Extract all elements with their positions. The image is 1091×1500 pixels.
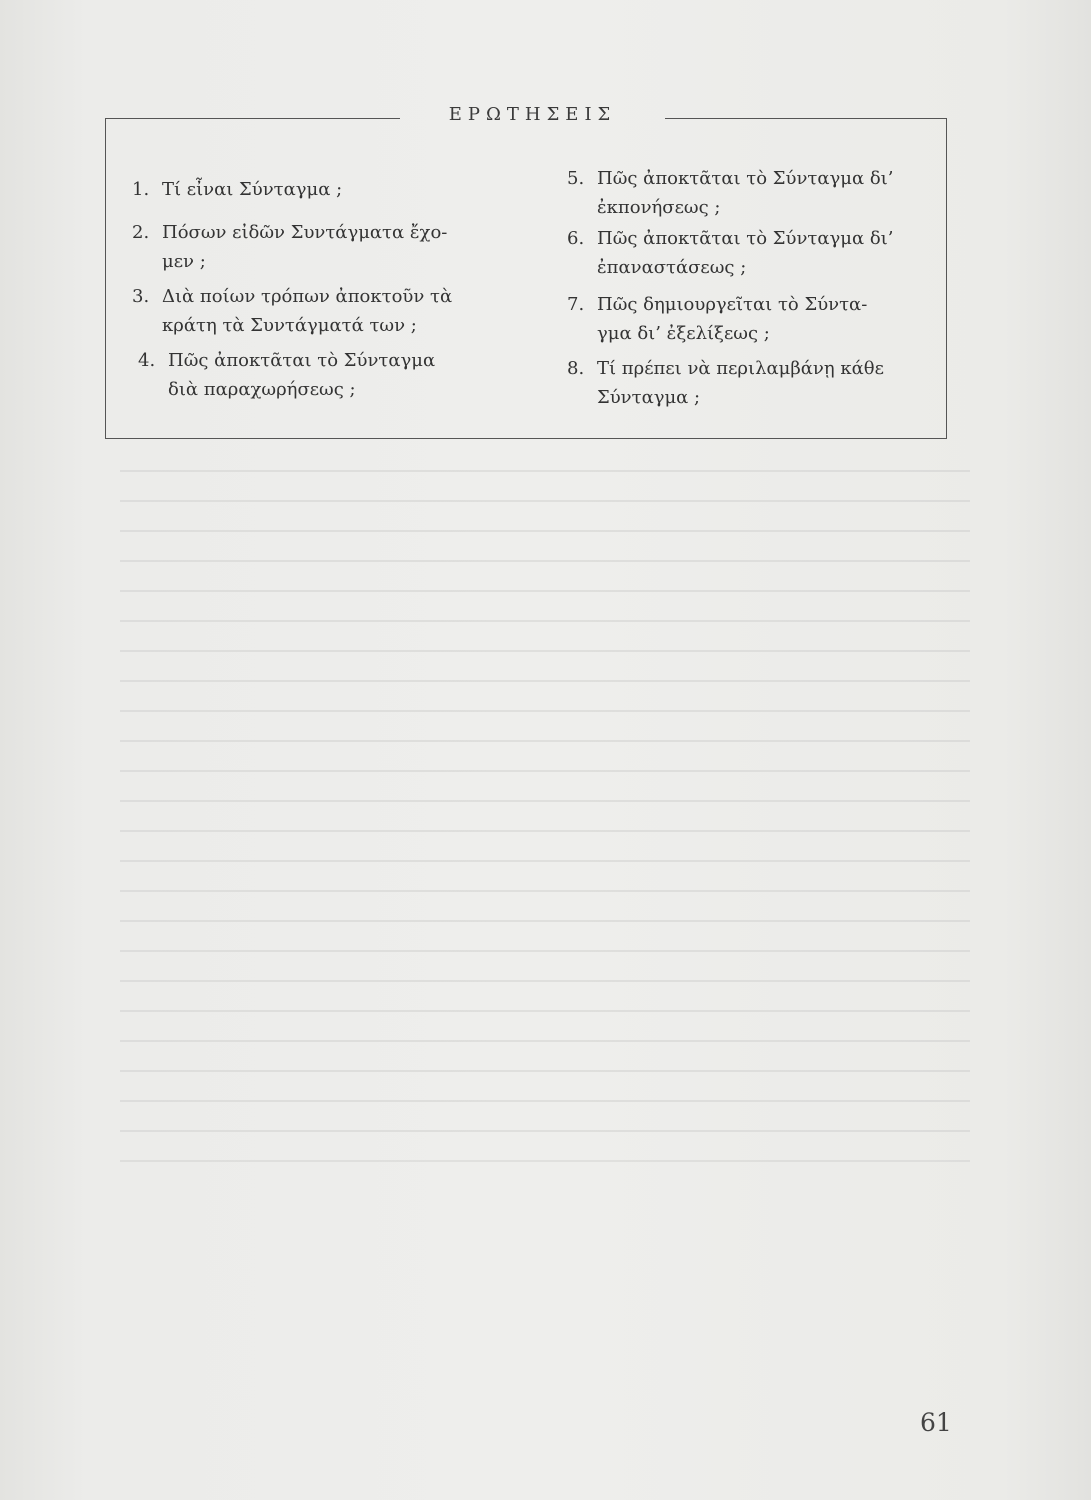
question-number: 5. [567,168,585,189]
question-item [567,164,937,222]
title-rule-right [665,118,946,119]
page-number: 61 [920,1408,952,1437]
question-number: 2. [132,222,150,243]
question-item [132,218,502,276]
question-number: 3. [132,286,150,307]
reverse-page-bleed [120,470,970,1370]
question-text: Τί εἶναι Σύνταγμα ; [162,179,343,200]
question-text: Πόσων εἰδῶν Συντάγματα ἔχο- μεν ; [162,222,448,272]
question-text: Πῶς ἀποκτᾶται τὸ Σύνταγμα δι’ ἐπαναστάσεως ; [597,228,894,278]
question-item [567,354,937,412]
question-text: Πῶς ἀποκτᾶται τὸ Σύνταγμα διὰ παραχωρήσεως ; [168,350,436,400]
question-text: Τί πρέπει νὰ περιλαμβάνῃ κάθε Σύνταγμα ; [597,358,884,408]
questions-right-column [567,164,937,412]
question-item [567,290,937,348]
questions-left-column [132,175,502,404]
question-number: 8. [567,358,585,379]
question-text: Πῶς δημιουργεῖται τὸ Σύντα- γμα δι’ ἐξελίξεως ; [597,294,868,344]
question-item [132,175,502,204]
title-rule-left [105,118,400,119]
question-item [567,224,937,282]
question-item [132,346,502,404]
question-number: 6. [567,228,585,249]
question-item [132,282,502,340]
question-number: 7. [567,294,585,315]
question-number: 4. [138,350,156,371]
question-number: 1. [132,179,150,200]
questions-title: ΕΡΩΤΗΣΕΙΣ [448,104,617,125]
question-text: Διὰ ποίων τρόπων ἀποκτοῦν τὰ κράτη τὰ Συντάγματά των ; [162,286,453,336]
question-text: Πῶς ἀποκτᾶται τὸ Σύνταγμα δι’ ἐκπονήσεως ; [597,168,894,218]
